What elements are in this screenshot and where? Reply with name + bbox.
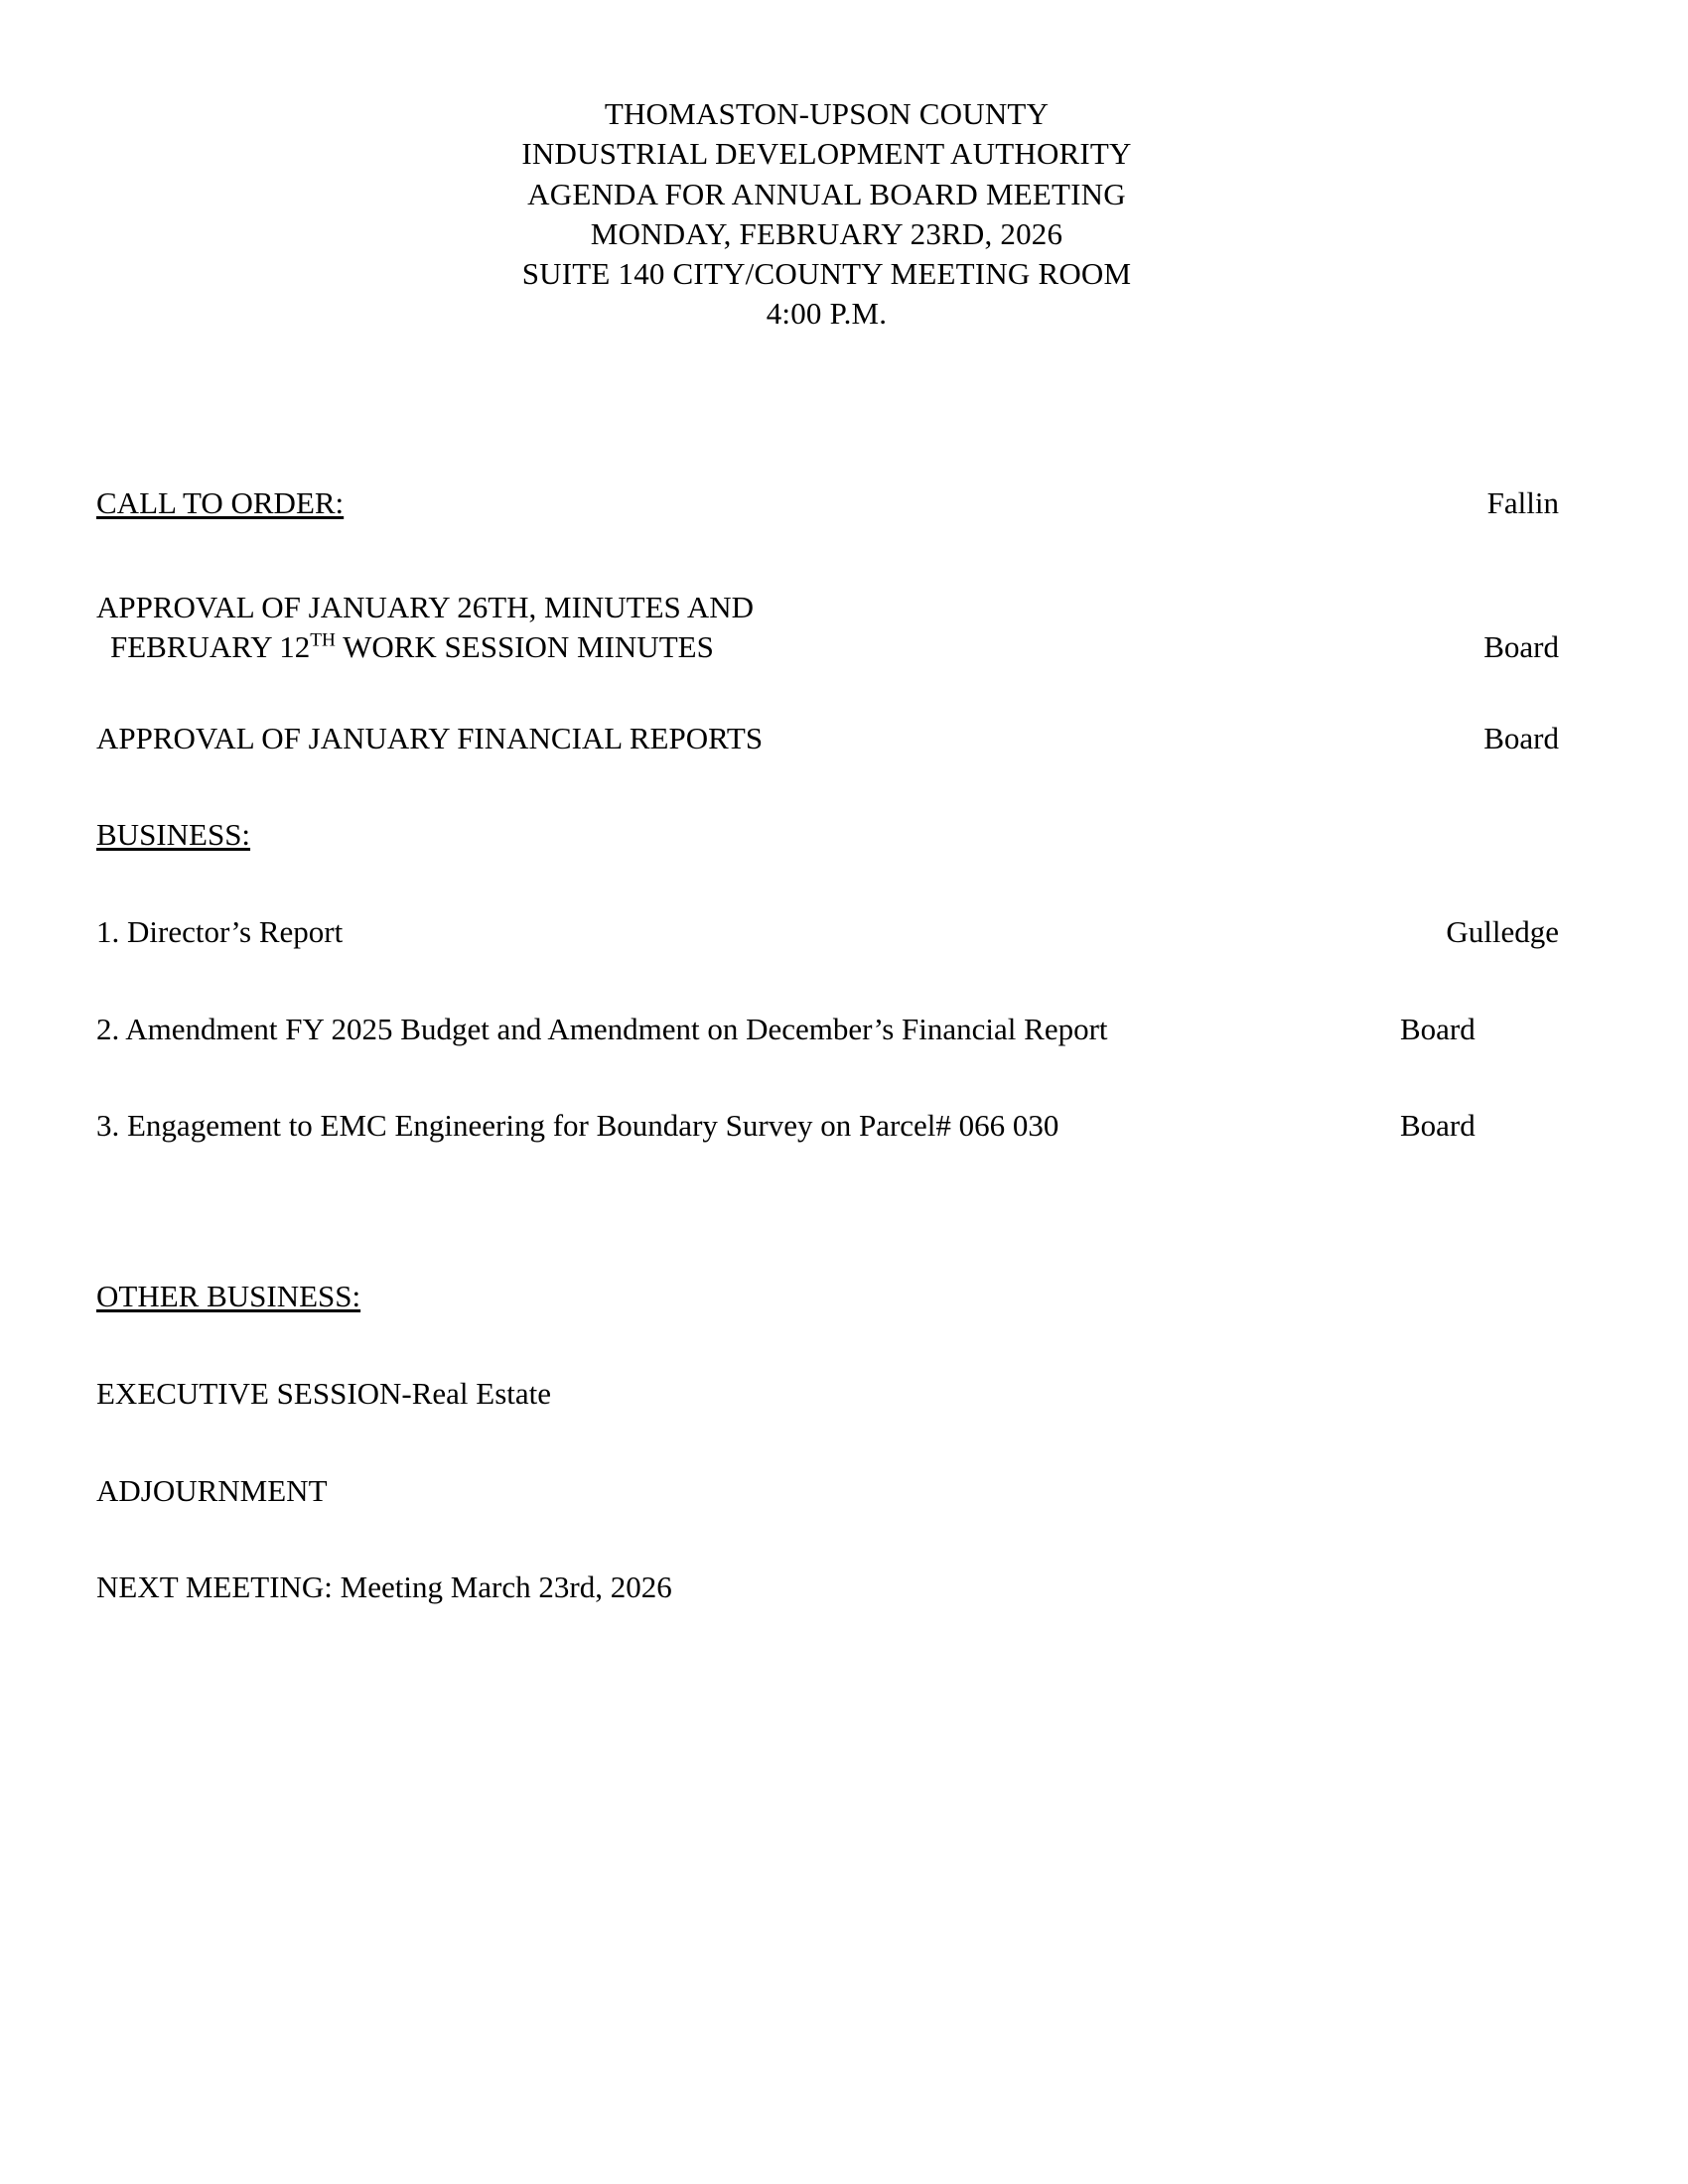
agenda-row-approval-minutes <box>94 588 1559 666</box>
call-to-order-label: CALL TO ORDER: <box>96 484 345 520</box>
approval-financials-responsible: Board <box>1483 720 1559 755</box>
approval-financials-label: APPROVAL OF JANUARY FINANCIAL REPORTS <box>96 720 764 755</box>
agenda-row-call-to-order <box>94 483 1559 523</box>
business-item-2-responsible: Board <box>1400 1011 1476 1046</box>
business-item-2-label: 2. Amendment FY 2025 Budget and Amendment on December’s Financial Report <box>96 1011 1108 1046</box>
header-line-date: MONDAY, FEBRUARY 23RD, 2026 <box>590 215 1063 251</box>
business-item-3 <box>94 1106 1559 1146</box>
other-business-heading: OTHER BUSINESS: <box>96 1279 361 1314</box>
business-item-1 <box>94 912 1559 952</box>
approval-minutes-line1: APPROVAL OF JANUARY 26TH, MINUTES AND <box>96 590 754 625</box>
approval-minutes-responsible: Board <box>1483 629 1559 665</box>
business-item-2 <box>94 1010 1559 1049</box>
agenda-body <box>94 483 1559 1607</box>
business-item-1-responsible: Gulledge <box>1446 914 1559 950</box>
agenda-row-approval-financials <box>94 719 1559 758</box>
header-line-organization: THOMASTON-UPSON COUNTY <box>604 96 1050 131</box>
header-line-authority: INDUSTRIAL DEVELOPMENT AUTHORITY <box>521 136 1132 172</box>
header-line-location: SUITE 140 CITY/COUNTY MEETING ROOM <box>521 256 1132 292</box>
adjournment-item: ADJOURNMENT <box>96 1472 328 1508</box>
header-line-time: 4:00 P.M. <box>766 296 888 332</box>
call-to-order-responsible: Fallin <box>1486 484 1559 520</box>
business-item-1-label: 1. Director’s Report <box>96 914 344 950</box>
next-meeting-item: NEXT MEETING: Meeting March 23rd, 2026 <box>96 1570 672 1605</box>
approval-minutes-line2: FEBRUARY 12TH WORK SESSION MINUTES <box>110 629 714 665</box>
executive-session-item: EXECUTIVE SESSION-Real Estate <box>96 1375 552 1411</box>
document-header <box>94 94 1559 335</box>
business-item-3-responsible: Board <box>1400 1108 1476 1144</box>
header-line-agenda-title: AGENDA FOR ANNUAL BOARD MEETING <box>527 176 1126 211</box>
ordinal-suffix: TH <box>310 629 336 651</box>
business-heading: BUSINESS: <box>96 817 251 853</box>
business-item-3-label: 3. Engagement to EMC Engineering for Boundary Survey on Parcel# 066 030 <box>96 1108 1059 1144</box>
